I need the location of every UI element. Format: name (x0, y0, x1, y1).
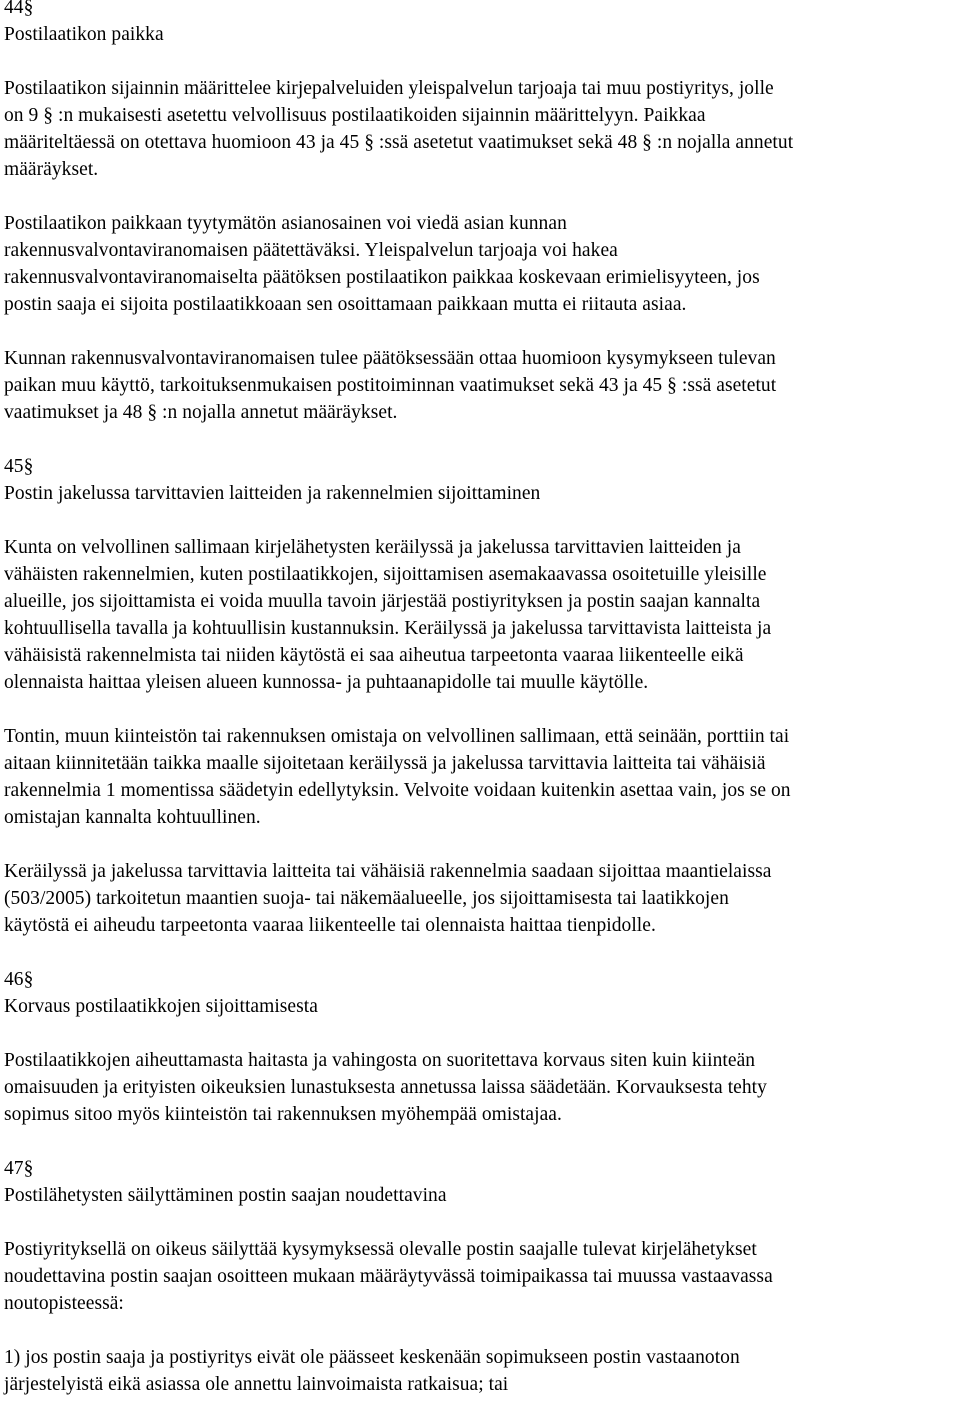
text-line: Postilaatikkojen aiheuttamasta haitasta ja vahingosta on suoritettava korvaus siten kuin kiinteän (4, 1050, 756, 1071)
text-line: Kunnan rakennusvalvontaviranomaisen tulee päätöksessään ottaa huomioon kysymykseen tulevan (4, 348, 776, 369)
list-item-paragraph (4, 1344, 956, 1398)
text-line: Postilaatikon sijainnin määrittelee kirjepalveluiden yleispalvelun tarjoaja tai muu postiyritys, jolle (4, 78, 774, 99)
text-line: noudettavina postin saajan osoitteen mukaan määräytyvässä toimipaikassa tai muussa vastaavassa (4, 1266, 773, 1287)
section-47 (4, 1155, 956, 1398)
text-line: Kunta on velvollinen sallimaan kirjelähetysten keräilyssä ja jakelussa tarvittavien laitteiden ja (4, 537, 741, 558)
text-line: Postiyrityksellä on oikeus säilyttää kysymyksessä olevalle postin saajalle tulevat kirjelähetykset (4, 1239, 757, 1260)
text-line: käytöstä ei aiheudu tarpeetonta vaaraa liikenteelle tai olennaista haittaa tienpidolle. (4, 915, 656, 936)
section-title: Korvaus postilaatikkojen sijoittamisesta (4, 996, 318, 1017)
section-number: 47§ (4, 1158, 34, 1179)
section-title: Postin jakelussa tarvittavien laitteiden ja rakennelmien sijoittaminen (4, 483, 541, 504)
text-line: on 9 § :n mukaisesti asetettu velvollisuus postilaatikoiden sijainnin määrittelyyn. Paikkaa (4, 105, 706, 126)
text-line: Postilaatikon paikkaan tyytymätön asianosainen voi viedä asian kunnan (4, 213, 567, 234)
text-line: olennaista haittaa yleisen alueen kunnossa- ja puhtaanapidolle tai muulle käytölle. (4, 672, 649, 693)
text-line: määräykset. (4, 159, 99, 180)
text-line: määriteltäessä on otettava huomioon 43 ja 45 § :ssä asetetut vaatimukset sekä 48 § :n nojalla annetut (4, 132, 794, 153)
text-line: paikan muu käyttö, tarkoituksenmukaisen postitoiminnan vaatimukset sekä 43 ja 45 § :ssä asetetut (4, 375, 777, 396)
text-line: alueille, jos sijoittamista ei voida muulla tavoin järjestää postiyrityksen ja postin saajan kannalta (4, 591, 761, 612)
text-line: järjestelyistä eikä asiassa ole annettu lainvoimaista ratkaisua; tai (4, 1374, 509, 1395)
text-line: aitaan kiinnitetään taikka maalle sijoitetaan keräilyssä ja jakelussa tarvittavia laitteita tai vähäisiä (4, 753, 766, 774)
text-line: (503/2005) tarkoitetun maantien suoja- tai näkemäalueelle, jos sijoittamisesta tai laatikkojen (4, 888, 729, 909)
section-title: Postilähetysten säilyttäminen postin saajan noudettavina (4, 1185, 447, 1206)
section-number: 46§ (4, 969, 34, 990)
section-symbol: § (23, 1158, 34, 1179)
text-line: kohtuullisella tavalla ja kohtuullisin kustannuksin. Keräilyssä ja jakelussa tarvittavista laitteista ja (4, 618, 772, 639)
text-line: rakennusvalvontaviranomaisen päätettäväksi. Yleispalvelun tarjoaja voi hakea (4, 240, 618, 261)
section-44 (4, 0, 956, 426)
paragraph (4, 534, 956, 696)
document-page (4, 0, 956, 1398)
text-line: 1) jos postin saaja ja postiyritys eivät ole päässeet keskenään sopimukseen postin vastaanoton (4, 1347, 740, 1368)
section-symbol: § (23, 456, 34, 477)
text-line: noutopisteessä: (4, 1293, 124, 1314)
text-line: rakennelmia 1 momentissa säädetyin edellytyksin. Velvoite voidaan kuitenkin asettaa vain, jos se on (4, 780, 791, 801)
section-symbol: § (23, 969, 34, 990)
text-line: sopimus sitoo myös kiinteistön tai rakennuksen myöhempää omistajaa. (4, 1104, 562, 1125)
paragraph (4, 210, 956, 318)
paragraph (4, 723, 956, 831)
section-number: 44§ (4, 0, 956, 21)
text-line: vaatimukset ja 48 § :n nojalla annetut määräykset. (4, 402, 398, 423)
paragraph (4, 1047, 956, 1128)
section-46 (4, 966, 956, 1128)
text-line: omistajan kannalta kohtuullinen. (4, 807, 261, 828)
text-line: vähäisistä rakennelmista tai niiden käytöstä ei saa aiheutua tarpeetonta vaaraa liikenteelle eikä (4, 645, 744, 666)
text-line: rakennusvalvontaviranomaiselta päätöksen postilaatikon paikkaa koskevaan erimielisyyteen, jos (4, 267, 760, 288)
text-line: vähäisten rakennelmien, kuten postilaatikkojen, sijoittamisen asemakaavassa osoitetuille yleisille (4, 564, 767, 585)
section-symbol: § (23, 0, 34, 18)
section-45 (4, 453, 956, 939)
text-line: Keräilyssä ja jakelussa tarvittavia laitteita tai vähäisiä rakennelmia saadaan sijoittaa maantielaissa (4, 861, 772, 882)
text-line: omaisuuden ja erityisten oikeuksien lunastuksesta annetussa laissa säädetään. Korvauksesta tehty (4, 1077, 767, 1098)
text-line: Tontin, muun kiinteistön tai rakennuksen omistaja on velvollinen sallimaan, että seinään, porttiin tai (4, 726, 790, 747)
paragraph (4, 75, 956, 183)
text-line: postin saaja ei sijoita postilaatikkoaan sen osoittamaan paikkaan mutta ei riitauta asiaa. (4, 294, 687, 315)
paragraph (4, 1236, 956, 1317)
paragraph (4, 858, 956, 939)
section-title: Postilaatikon paikka (4, 24, 164, 45)
paragraph (4, 345, 956, 426)
section-number: 45§ (4, 456, 34, 477)
